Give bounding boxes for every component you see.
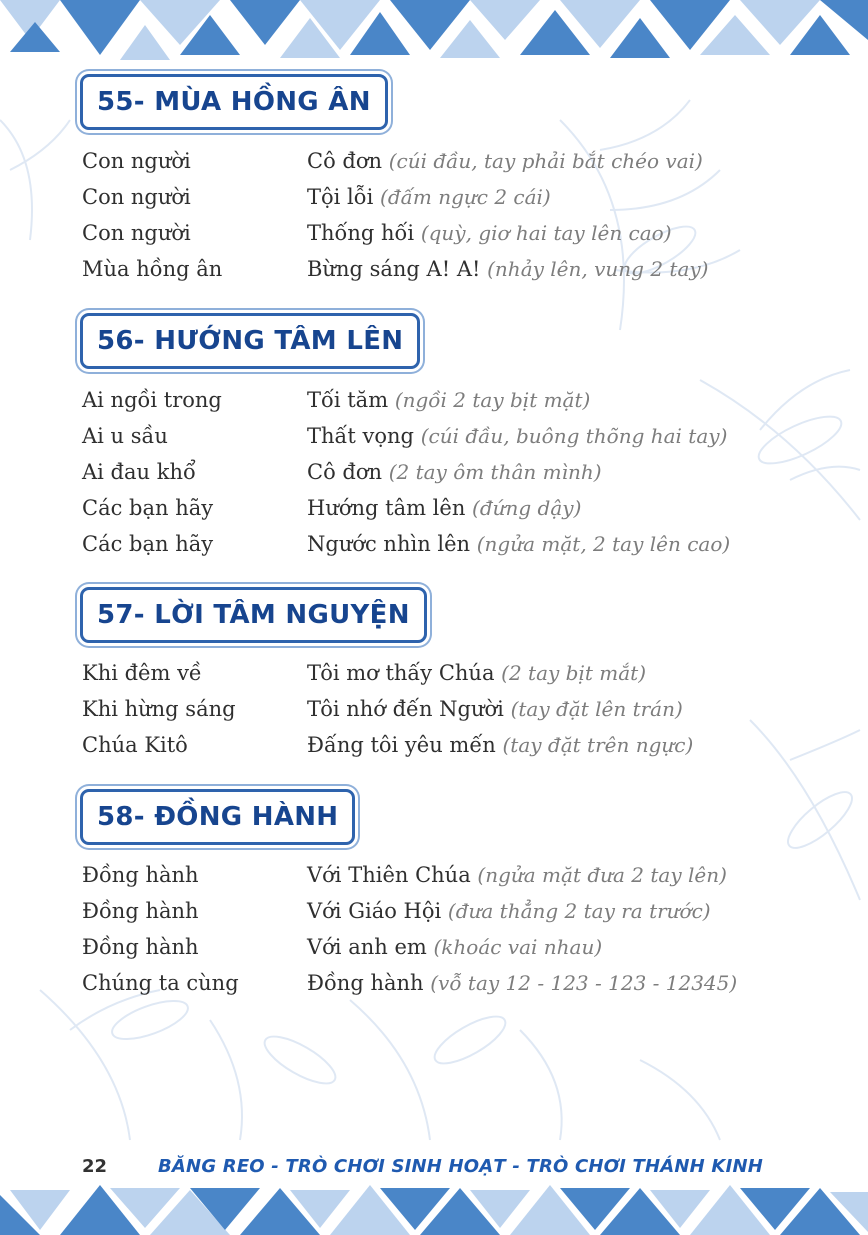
verse-response [307,526,730,562]
verse-response-text: Với Giáo Hội [307,899,442,923]
verse-row [82,490,842,526]
running-title: BĂNG REO - TRÒ CHƠI SINH HOẠT - TRÒ CHƠI THÁNH KINH [158,1156,763,1177]
verse-response-text: Tôi mơ thấy Chúa [307,661,495,685]
verse-cue: Khi đêm về [82,661,202,685]
gesture-note: (ngửa mặt đưa 2 tay lên) [477,863,727,887]
verse-response [307,143,703,179]
verse-list [82,857,842,1001]
section-title: 57- LỜI TÂM NGUYỆN [97,600,410,630]
verse-row [82,965,842,1001]
verse-response-text: Với Thiên Chúa [307,863,471,887]
verse-row [82,526,842,562]
verse-response [307,454,602,490]
verse-list [82,382,842,562]
section-title-box [80,789,355,845]
verse-row [82,857,842,893]
verse-response [307,929,602,965]
verse-cue: Con người [82,149,191,173]
verse-response [307,727,693,763]
verse-response-text: Đồng hành [307,971,424,995]
verse-response [307,857,727,893]
verse-cue: Chúng ta cùng [82,971,239,995]
gesture-note: (ngửa mặt, 2 tay lên cao) [476,532,731,556]
verse-row [82,143,842,179]
verse-row [82,929,842,965]
section-title-box [80,587,427,643]
verse-cue: Ai ngồi trong [82,388,222,412]
verse-cue: Mùa hồng ân [82,257,223,281]
gesture-note: (ngồi 2 tay bịt mặt) [394,388,591,412]
verse-response-text: Ngước nhìn lên [307,532,471,556]
verse-cue: Khi hừng sáng [82,697,236,721]
verse-list [82,655,842,763]
verse-response [307,179,551,215]
gesture-note: (khoác vai nhau) [433,935,603,959]
verse-cue: Chúa Kitô [82,733,188,757]
gesture-note: (đưa thẳng 2 tay ra trước) [447,899,711,923]
verse-row [82,691,842,727]
verse-cue: Ai đau khổ [82,460,196,484]
page-footer [0,1150,868,1186]
verse-row [82,418,842,454]
verse-response-text: Tối tăm [307,388,389,412]
verse-response [307,490,581,526]
gesture-note: (tay đặt lên trán) [510,697,683,721]
section-title: 55- MÙA HỒNG ÂN [97,87,371,117]
verse-row [82,893,842,929]
verse-response-text: Đấng tôi yêu mến [307,733,496,757]
verse-cue: Các bạn hãy [82,496,214,520]
section-title-box [80,313,420,369]
verse-response [307,418,727,454]
verse-list [82,143,842,287]
verse-response-text: Bừng sáng A! A! [307,257,481,281]
verse-cue: Các bạn hãy [82,532,214,556]
verse-cue: Con người [82,185,191,209]
verse-row [82,179,842,215]
page-number: 22 [82,1156,108,1177]
verse-response [307,691,683,727]
verse-row [82,382,842,418]
verse-response-text: Cô đơn [307,149,382,173]
gesture-note: (đứng dậy) [472,496,582,520]
bottom-triangle-border [0,1185,868,1235]
gesture-note: (nhảy lên, vung 2 tay) [487,257,709,281]
section-title-box [80,74,388,130]
verse-response-text: Với anh em [307,935,427,959]
verse-row [82,655,842,691]
section-title: 58- ĐỒNG HÀNH [97,802,339,832]
gesture-note: (đấm ngực 2 cái) [380,185,551,209]
verse-response [307,251,708,287]
verse-response [307,215,672,251]
verse-response-text: Tôi nhớ đến Người [307,697,504,721]
verse-row [82,454,842,490]
verse-response [307,382,590,418]
verse-row [82,727,842,763]
verse-response [307,893,711,929]
verse-cue: Ai u sầu [82,424,168,448]
gesture-note: (tay đặt trên ngực) [502,733,694,757]
gesture-note: (quỳ, giơ hai tay lên cao) [420,221,672,245]
verse-response-text: Cô đơn [307,460,382,484]
section-title: 56- HƯỚNG TÂM LÊN [97,326,404,356]
verse-response-text: Tội lỗi [307,185,374,209]
verse-response [307,655,646,691]
gesture-note: (cúi đầu, tay phải bắt chéo vai) [388,149,703,173]
verse-response-text: Thất vọng [307,424,414,448]
verse-cue: Đồng hành [82,899,199,923]
verse-row [82,251,842,287]
gesture-note: (cúi đầu, buông thõng hai tay) [420,424,728,448]
verse-row [82,215,842,251]
verse-cue: Đồng hành [82,863,199,887]
gesture-note: (vỗ tay 12 - 123 - 123 - 12345) [430,971,738,995]
top-triangle-border [0,0,868,60]
verse-response-text: Thống hối [307,221,415,245]
verse-cue: Đồng hành [82,935,199,959]
gesture-note: (2 tay bịt mắt) [501,661,646,685]
verse-response-text: Hướng tâm lên [307,496,466,520]
gesture-note: (2 tay ôm thân mình) [388,460,602,484]
verse-response [307,965,737,1001]
verse-cue: Con người [82,221,191,245]
